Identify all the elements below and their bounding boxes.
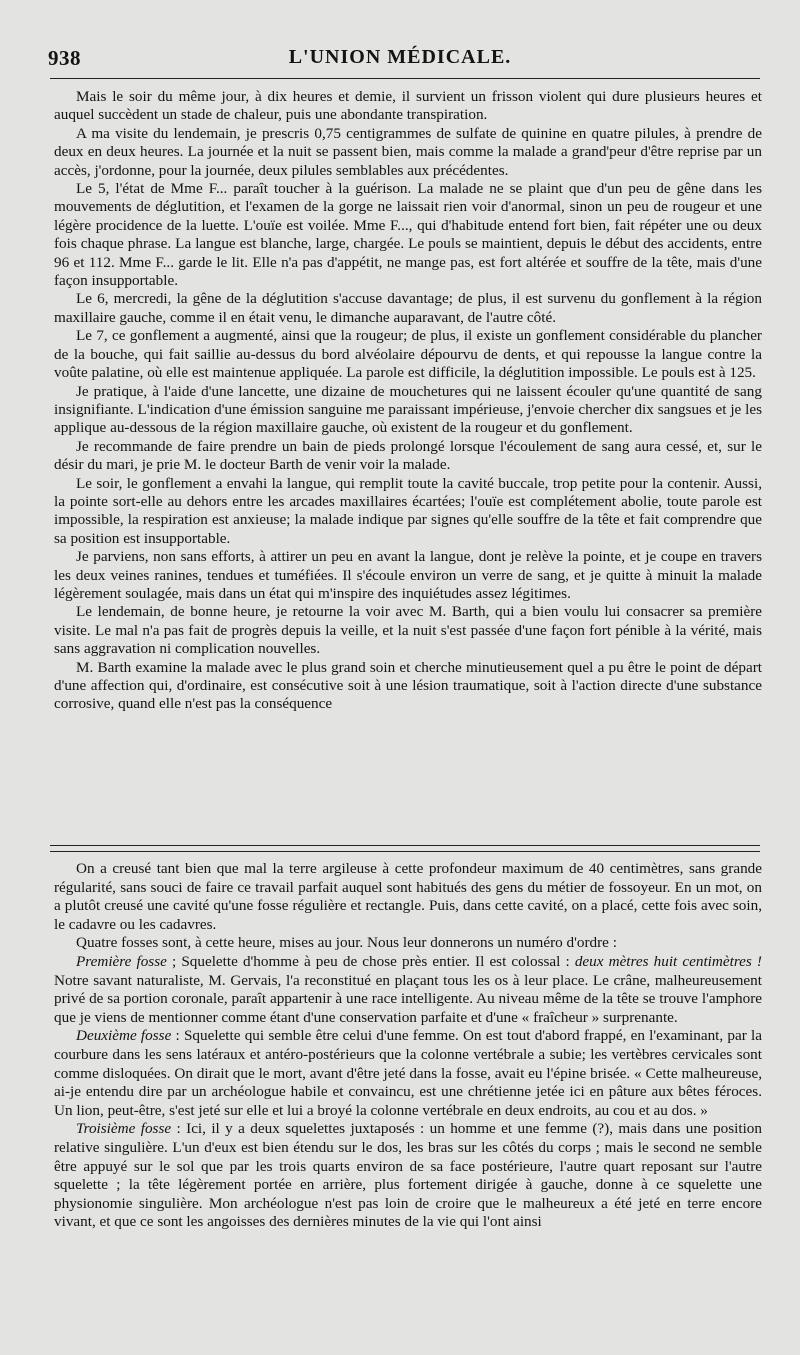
feuilleton-divider [50, 845, 760, 846]
paragraph-text: : Squelette qui semble être celui d'une femme. On est tout d'abord frappé, en l'examinant, par la courbure dans les sens latéraux et antéro-postérieurs que la colonne vertébrale a subie; les vertèbres cervicales sont comme disloquées. On dirait que le mort, avant d'être jeté dans la fosse, avait eu l'épine brisée. « Cette malheureuse, ai-je entendu dire par un archéologue habile et convaincu, est une chrétienne jetée ici en pâture aux bêtes féroces. Un lion, peut-être, s'est jeté sur elle et lui a broyé la colonne vertébrale en deux endroits, au cou et au dos. » [54, 1027, 762, 1119]
feuilleton-paragraph: On a creusé tant bien que mal la terre argileuse à cette profondeur maximum de 40 centimètres, sans grande régularité, sans souci de faire ce travail parfait auquel sont habitués des gens du métier de fossoyeur. En un mot, on a plutôt creusé une cavité qu'une fosse régulière et rectangle. Puis, dans cette cavité, on a placé, cette fois avec soin, le cadavre ou les cadavres. [54, 860, 762, 933]
article-paragraph: Le 6, mercredi, la gêne de la déglutition s'accuse davantage; de plus, il est survenu du gonflement à la région maxillaire gauche, comme il en était venu, le dimanche auparavant, de l'autre côté. [54, 290, 762, 326]
feuilleton-paragraph [54, 1120, 762, 1232]
header-rule [50, 78, 760, 79]
page-header [48, 46, 752, 76]
article-body [54, 88, 762, 714]
article-paragraph: Je recommande de faire prendre un bain de pieds prolongé lorsque l'écoulement de sang aura cessé, et, sur le désir du mari, je prie M. le docteur Barth de venir voir la malade. [54, 437, 762, 474]
paragraph-text: ; Squelette d'homme à peu de chose près entier. Il est colossal : [166, 952, 575, 970]
first-pit-label: Première fosse [76, 952, 167, 970]
running-title: L'UNION MÉDICALE. [288, 46, 512, 68]
feuilleton-body [54, 860, 762, 1232]
article-paragraph: Le lendemain, de bonne heure, je retourne la voir avec M. Barth, qui a bien voulu lui consacrer sa première visite. Le mal n'a pas fait de progrès depuis la veille, et la nuit s'est passée d'une façon fort pénible à la vérité, mais sans aggravation ni complication nouvelles. [54, 603, 762, 658]
page-number: 938 [48, 46, 81, 70]
article-paragraph: Mais le soir du même jour, à dix heures et demie, il survient un frisson violent qui dure plusieurs heures et auquel succèdent un stade de chaleur, puis une abondante transpiration. [54, 88, 762, 124]
paragraph-text: : Ici, il y a deux squelettes juxtaposés : un homme et une femme (?), mais dans une position relative singulière. L'un d'eux est bien étendu sur le dos, les bras sur les côtés du corps ; mais le second ne semble être appuyé sur le sol que par les trois quarts environ de sa face postérieure, l'autre quart reposant sur l'autre squelette ; la tête légèrement portée en arrière, plus fortement dirigée à gauche, donne à ce squelette une physionomie singulière. Mon archéologue n'est pas loin de croire que le malheureux a été jeté en terre encore vivant, et que ce sont les angoisses des dernières minutes de la vie qui l'ont ainsi [54, 1120, 762, 1231]
article-paragraph: Je parviens, non sans efforts, à attirer un peu en avant la langue, dont je relève la pointe, et je coupe en travers les deux veines ranines, tendues et tuméfiées. Il s'écoule environ un verre de sang, et je quitte à minuit la malade légèrement soulagée, mais dans un état qui m'inspire des inquiétudes assez légitimes. [54, 548, 762, 602]
article-paragraph: A ma visite du lendemain, je prescris 0,75 centigrammes de sulfate de quinine en quatre pilules, à prendre de deux en deux heures. La journée et la nuit se passent bien, mais comme la malade a grand'peur d'être reprise par un accès, j'ordonne, pour la journée, deux pilules semblables aux précédentes. [54, 124, 762, 179]
article-paragraph: Je pratique, à l'aide d'une lancette, une dizaine de mouchetures qui ne laissent écouler qu'une quantité de sang insignifiante. L'indication d'une émission sanguine me paraissant impérieuse, j'envoie chercher dix sangsues et je les applique au-dessous de la région maxillaire gauche, où existent de la rougeur et du gonflement. [54, 382, 762, 437]
article-paragraph: Le 5, l'état de Mme F... paraît toucher à la guérison. La malade ne se plaint que d'un peu de gêne dans les mouvements de déglutition, et l'examen de la gorge ne laissait rien voir d'anormal, sinon un peu de rougeur et une légère procidence de la luette. L'ouïe est voilée. Mme F..., qui d'habitude entend fort bien, fait répéter une ou deux fois chaque phrase. La langue est blanche, large, chargée. Le pouls se maintient, depuis le début des accidents, entre 96 et 112. Mme F... garde le lit. Elle n'a pas d'appétit, ne mange pas, est fort altérée et souffre de la tête, mais d'une façon insupportable. [54, 180, 762, 290]
article-paragraph: Le 7, ce gonflement a augmenté, ainsi que la rougeur; de plus, il existe un gonflement considérable du plancher de la bouche, qui fait saillie au-dessus du bord alvéolaire dépourvu de dents, et qui repousse la langue contre la voûte palatine, où elle est maintenue appliquée. La parole est difficile, la déglutition impossible. Le pouls est à 125. [54, 327, 762, 382]
article-paragraph: M. Barth examine la malade avec le plus grand soin et cherche minutieusement quel a pu être le point de départ d'une affection qui, d'ordinaire, est consécutive soit à une lésion traumatique, soit à l'action directe d'une substance corrosive, quand elle n'est pas la conséquence [54, 658, 762, 713]
feuilleton-paragraph: Quatre fosses sont, à cette heure, mises au jour. Nous leur donnerons un numéro d'ordre : [76, 934, 617, 952]
feuilleton-paragraph [54, 953, 762, 1027]
paragraph-text: Notre savant naturaliste, M. Gervais, l'a reconstitué en plaçant tous les os à leur place. Le crâne, malheureusement privé de sa portion coronale, paraît appartenir à une race intelligente. Au niveau même de la tête se trouve l'amphore que je viens de mentionner comme étant d'une conservation parfaite et d'une « fraîcheur » surprenante. [54, 971, 762, 1026]
feuilleton-paragraph [54, 1027, 762, 1120]
article-paragraph: Le soir, le gonflement a envahi la langue, qui remplit toute la cavité buccale, trop petite pour la contenir. Aussi, la pointe sort-elle au dehors entre les arcades maxillaires écartées; l'ouïe est complétement abolie, toute parole est impossible, la respiration est anxieuse; la malade indique par signes qu'elle souffre de la tête et fait comprendre que sa position est insupportable. [54, 474, 762, 547]
feuilleton-divider [50, 851, 760, 852]
second-pit-label: Deuxième fosse [76, 1027, 172, 1045]
third-pit-label: Troisième fosse [76, 1120, 172, 1138]
height-emphasis: deux mètres huit centimètres ! [574, 952, 762, 970]
